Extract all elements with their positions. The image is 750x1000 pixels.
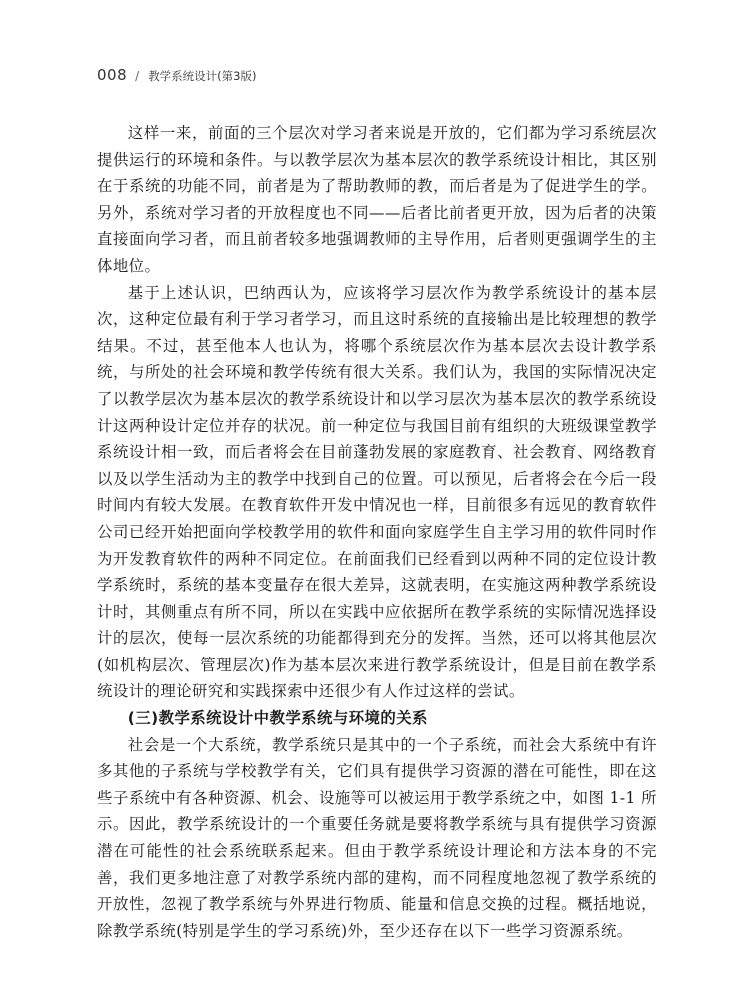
paragraph: 这样一来，前面的三个层次对学习者来说是开放的，它们都为学习系统层次提供运行的环境和条件。与以教学层次为基本层次的教学系统设计相比，其区别在于系统的功能不同，前者是为了帮助教师的教，而后者是为了促进学生的学。另外，系统对学习者的开放程度也不同——后者比前者更开放，因为后者的决策直接面向学习者，而且前者较多地强调教师的主导作用，后者则更强调学生的主体地位。 xyxy=(97,124,657,275)
paragraph: 社会是一个大系统，教学系统只是其中的一个子系统，而社会大系统中有许多其他的子系统与学校教学有关，它们具有提供学习资源的潜在可能性，即在这些子系统中有各种资源、机会、设施等可以被运用于教学系统之中，如图 1-1 所示。因此，教学系统设计的一个重要任务就是要将教学系统与具有提供学习资源潜在可能性的社会系统联系起来。但由于教学系统设计理论和方法本身的不完善，我们更多地注意了对教学系统内部的建构，而不同程度地忽视了教学系统的开放性，忽视了教学系统与外界进行物质、能量和信息交换的过程。概括地说，除教学系统(特别是学生的学习系统)外，至少还存在以下一些学习资源系统。 xyxy=(97,735,657,940)
book-title: 教学系统设计(第3版) xyxy=(148,69,257,83)
paragraph: 基于上述认识，巴纳西认为，应该将学习层次作为教学系统设计的基本层次，这种定位最有利于学习者学习，而且这时系统的直接输出是比较理想的教学结果。不过，甚至他本人也认为，将哪个系统层次作为基本层次去设计教学系统，与所处的社会环境和教学传统有很大关系。我们认为，我国的实际情况决定了以教学层次为基本层次的教学系统设计和以学习层次为基本层次的教学系统设计这两种设计定位并存的状况。前一种定位与我国目前有组织的大班级课堂教学系统设计相一致，而后者将会在目前蓬勃发展的家庭教育、社会教育、网络教育以及以学生活动为主的教学中找到自己的位置。可以预见，后者将会在今后一段时间内有较大发展。在教育软件开发中情况也一样，目前很多有远见的教育软件公司已经开始把面向学校教学用的软件和面向家庭学生自主学习用的软件同时作为开发教育软件的两种不同定位。在前面我们已经看到以两种不同的定位设计教学系统时，系统的基本变量存在很大差异，这就表明，在实施这两种教学系统设计时，其侧重点有所不同，所以在实践中应依据所在教学系统的实际情况选择设计的层次，使每一层次系统的功能都得到充分的发挥。当然，还可以将其他层次(如机构层次、管理层次)作为基本层次来进行教学系统设计，但是目前在教学系统设计的理论研究和实践探索中还很少有人作过这样的尝试。 xyxy=(97,283,657,701)
section-heading: (三)教学系统设计中教学系统与环境的关系 xyxy=(127,709,428,728)
body-text xyxy=(97,120,657,944)
running-header xyxy=(97,66,256,86)
page-number: 008 xyxy=(97,66,128,84)
header-separator: / xyxy=(135,69,140,83)
